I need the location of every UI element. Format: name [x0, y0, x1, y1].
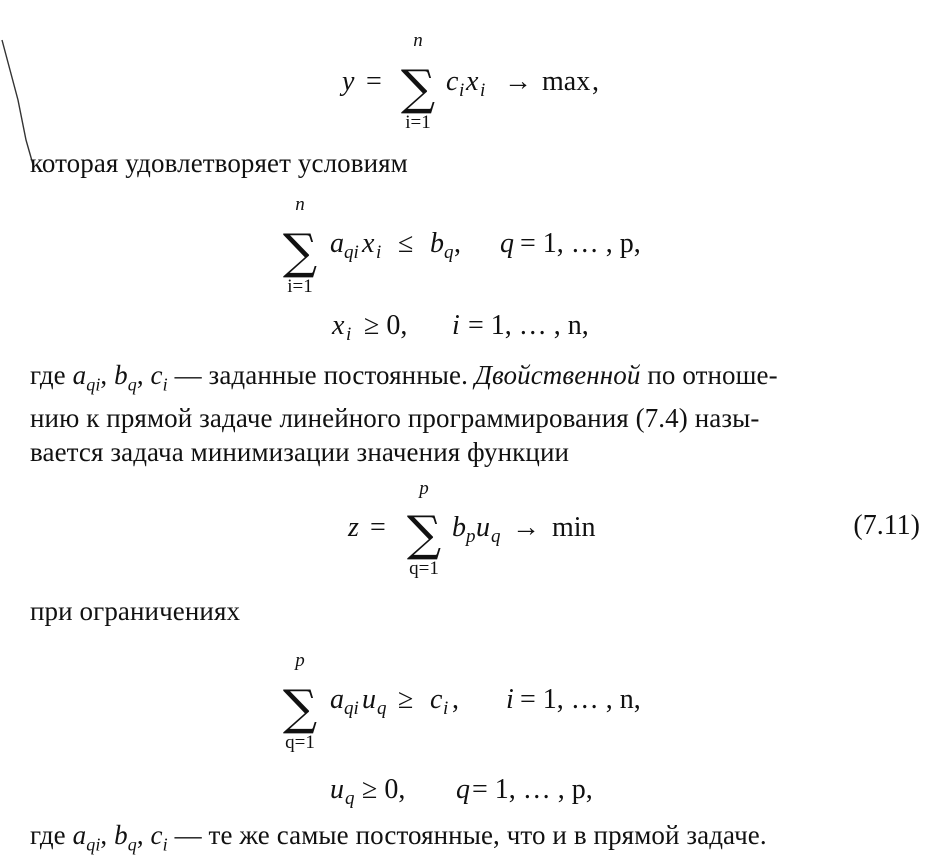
- dual-line-1: где $a_{qi}$, $b_q$, $c_i$ — заданные постоянные. Двойственной по отноше-: [30, 360, 778, 395]
- svg-text:≤: ≤: [398, 228, 414, 259]
- svg-text:= 1, … , n,: = 1, … , n,: [468, 310, 589, 341]
- svg-text:z: z: [348, 512, 359, 543]
- formula-objective: [330, 28, 630, 138]
- svg-text:i=1: i=1: [287, 276, 313, 297]
- svg-text:,: ,: [454, 228, 461, 259]
- svg-text:q: q: [377, 698, 387, 719]
- svg-text:p: p: [419, 478, 429, 499]
- svg-text:i: i: [346, 324, 352, 345]
- svg-text:q: q: [500, 228, 514, 259]
- dual-line-2: нию к прямой задаче линейного программирования (7.4) назы-: [30, 403, 760, 434]
- svg-text:u: u: [330, 774, 344, 805]
- svg-text:= 1, … , n,: = 1, … , n,: [520, 684, 641, 715]
- arrow-symbol: →: [504, 66, 532, 97]
- svg-text:q: q: [456, 774, 470, 805]
- svg-text:c: c: [446, 66, 459, 97]
- svg-text:,: ,: [592, 66, 599, 97]
- svg-text:b: b: [430, 228, 444, 259]
- sigma-symbol: ∑: [400, 60, 436, 116]
- emphasis-dual: Двойственной: [474, 360, 641, 390]
- svg-text:≥: ≥: [398, 684, 414, 715]
- svg-text:x: x: [332, 310, 345, 341]
- formula-constraint-primal: [270, 190, 690, 300]
- paragraph-dual-definition: [30, 358, 922, 469]
- text-which-satisfies: которая удовлетворяет условиям: [30, 148, 408, 178]
- dual-line-3: вается задача минимизации значения функции: [30, 437, 570, 468]
- equation-number: (7.11): [853, 510, 920, 541]
- svg-text:→: →: [512, 512, 540, 543]
- svg-text:min: min: [552, 512, 596, 543]
- sum-lower-limit: i=1: [405, 112, 431, 133]
- formula-nonneg-primal: [320, 300, 660, 350]
- svg-text:u: u: [362, 684, 376, 715]
- svg-text:∑: ∑: [406, 506, 442, 562]
- svg-text:= 1, … , p,: = 1, … , p,: [520, 228, 641, 259]
- svg-text:p: p: [295, 650, 305, 671]
- svg-text:q=1: q=1: [409, 558, 439, 579]
- svg-text:a: a: [330, 684, 344, 715]
- svg-text:=: =: [370, 512, 386, 543]
- svg-text:=: =: [366, 66, 382, 97]
- svg-text:c: c: [430, 684, 443, 715]
- svg-text:,: ,: [452, 684, 459, 715]
- svg-text:∑: ∑: [282, 224, 318, 280]
- svg-text:n: n: [295, 194, 305, 215]
- svg-text:b: b: [452, 512, 466, 543]
- svg-text:≥ 0,: ≥ 0,: [364, 310, 408, 341]
- svg-text:max: max: [542, 66, 591, 97]
- svg-text:x: x: [362, 228, 375, 259]
- svg-text:x: x: [466, 66, 479, 97]
- svg-text:u: u: [476, 512, 490, 543]
- svg-text:q: q: [444, 242, 454, 263]
- svg-text:i: i: [506, 684, 514, 715]
- svg-text:a: a: [330, 228, 344, 259]
- svg-text:q: q: [491, 526, 501, 547]
- formula-dual-objective: [336, 474, 636, 584]
- svg-text:i: i: [376, 242, 382, 263]
- svg-text:i: i: [459, 80, 465, 101]
- svg-text:i: i: [452, 310, 460, 341]
- text-under-constraints: при ограничениях: [30, 596, 241, 626]
- svg-text:i: i: [480, 80, 486, 101]
- svg-text:∑: ∑: [282, 680, 318, 736]
- formula-constraint-dual: [270, 648, 690, 758]
- svg-text:q=1: q=1: [285, 732, 315, 753]
- sum-upper-limit: n: [413, 30, 423, 51]
- svg-text:= 1, … , p,: = 1, … , p,: [472, 774, 593, 805]
- svg-text:q: q: [345, 788, 355, 809]
- paragraph-final: где $a_{qi}$, $b_q$, $c_i$ — те же самые постоянные, что и в прямой задаче.: [30, 820, 767, 855]
- svg-text:p: p: [466, 526, 476, 547]
- svg-text:≥ 0,: ≥ 0,: [362, 774, 406, 805]
- svg-text:qi: qi: [344, 242, 359, 263]
- svg-text:i: i: [443, 698, 449, 719]
- formula-nonneg-dual: [318, 764, 658, 814]
- objective-lhs: y: [342, 66, 355, 97]
- svg-text:qi: qi: [344, 698, 359, 719]
